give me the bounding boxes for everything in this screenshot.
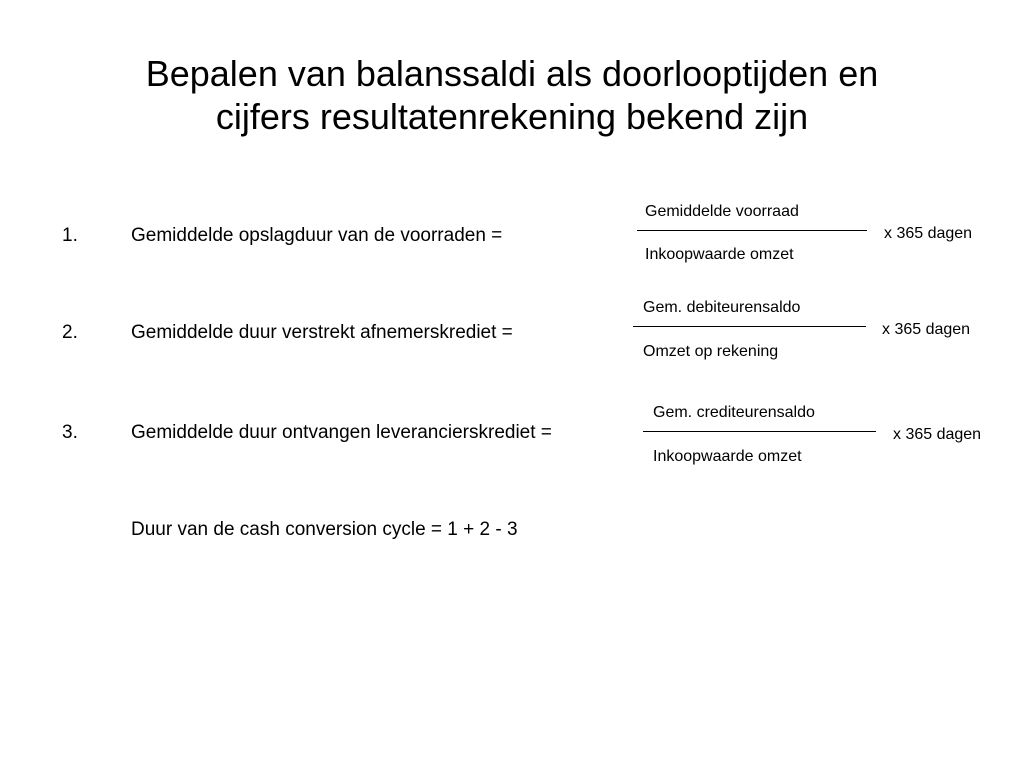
item-1-numerator: Gemiddelde voorraad [645,203,799,220]
item-1-denominator: Inkoopwaarde omzet [645,246,794,263]
item-2-label: Gemiddelde duur verstrekt afnemerskrediet = [131,322,513,343]
item-2-denominator: Omzet op rekening [643,343,779,360]
slide-title [0,52,1024,138]
item-3-fraction-line [643,431,876,432]
item-2-number: 2. [62,322,78,343]
item-1-number: 1. [62,225,78,246]
item-3-multiplier: x 365 dagen [893,426,982,443]
item-3-label: Gemiddelde duur ontvangen leverancierskrediet = [131,422,552,443]
item-1-fraction-line [637,230,867,231]
item-2-fraction-line [633,326,866,327]
item-3-denominator: Inkoopwaarde omzet [653,448,802,465]
item-1-multiplier: x 365 dagen [884,225,973,242]
title-line-1: Bepalen van balanssaldi als doorlooptijden en [145,53,879,94]
item-3-numerator: Gem. crediteurensaldo [653,404,815,421]
item-2-multiplier: x 365 dagen [882,321,971,338]
cash-conversion-summary: Duur van de cash conversion cycle = 1 + 2 - 3 [131,519,518,540]
item-3-number: 3. [62,422,78,443]
item-1-label: Gemiddelde opslagduur van de voorraden = [131,225,503,246]
item-2-numerator: Gem. debiteurensaldo [643,299,801,316]
title-line-2: cijfers resultatenrekening bekend zijn [215,96,809,137]
